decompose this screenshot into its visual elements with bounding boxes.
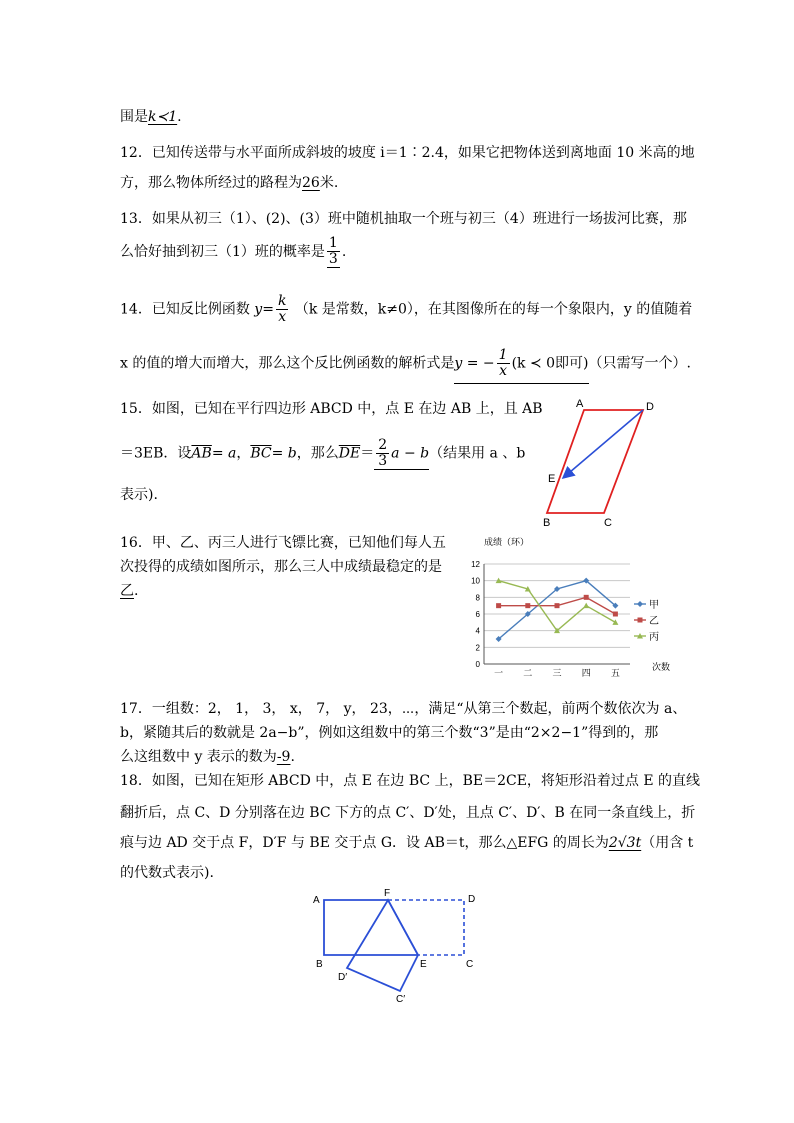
chart-ytick-label: 2: [475, 643, 480, 653]
chart-data-point: [525, 603, 530, 608]
chart-xtick-label: 五: [610, 668, 620, 678]
folded-quadrilateral: [347, 900, 418, 991]
q18-line4: 的代数式表示).: [120, 865, 214, 881]
q11-answer: k≺1: [148, 109, 178, 125]
q17-answer: -9: [276, 749, 291, 765]
rectangle-dashed-edges: [388, 900, 464, 955]
vector-bc: $\overline{BC}$: [250, 445, 272, 462]
q18-line3: 痕与边 AD 交于点 F，D′F 与 BE 交于点 G．设 AB＝t，那么△EFG 的周长为2√3t（用含 t: [120, 835, 694, 851]
label-e18: E: [420, 959, 427, 970]
chart-data-point: [496, 603, 501, 608]
chart-xtick-label: 一: [494, 668, 504, 678]
q16-answer: 乙: [120, 583, 134, 599]
chart-legend-label: 乙: [649, 616, 659, 627]
q14-line2: x 的值的增大而增大，那么这个反比例函数的解析式是y = − $\frac{1}{x}$ (k ≺ 0即可)（只需写一个）.: [120, 348, 691, 384]
label-a: A: [576, 398, 584, 410]
chart-data-point: [613, 612, 618, 617]
chart-ytick-label: 10: [471, 576, 480, 586]
chart-legend-marker: [638, 618, 643, 623]
q12-line1: 12．已知传送带与水平面所成斜坡的坡度 i＝1∶2.4，如果它把物体送到离地面 10 米高的地: [120, 145, 695, 161]
label-c18: C: [466, 959, 474, 970]
chart-data-point: [583, 603, 589, 609]
chart-ylabel: 成绩（环）: [484, 537, 530, 547]
q17-line1: 17．一组数：2， 1， 3， x， 7， y， 23，⋯，满足“从第三个数起，前两个数依次为 a、: [120, 701, 687, 717]
label-f18: F: [384, 888, 391, 899]
chart-data-point: [584, 595, 589, 600]
chart-legend-label: 丙: [649, 632, 659, 643]
q13-line1: 13．如果从初三（1）、(2)、(3）班中随机抽取一个班与初三（4）班进行一场拔河比赛，那: [120, 211, 687, 227]
label-b: B: [543, 517, 551, 529]
label-a18: A: [313, 895, 320, 906]
chart-ytick-label: 12: [471, 560, 480, 569]
chart-xtick-label: 二: [523, 668, 533, 678]
chart-legend-marker: [637, 601, 643, 607]
chart-data-point: [612, 619, 618, 625]
q15-answer: $\frac{2}{3}$ a − b: [374, 438, 429, 470]
chart-ytick-label: 8: [475, 593, 480, 603]
q15-line3: 表示).: [120, 487, 158, 503]
q18-line2: 翻折后，点 C、D 分别落在边 BC 下方的点 C′、D′处，且点 C′、D′、B 在同一条直线上，折: [120, 805, 696, 821]
q15-line2: ＝3EB．设$\overline{AB}= a$，$\overline{BC}= b$，那么$\overline{DE}=$ $\frac{2}{3}$ a − b（结果用 a 、b: [120, 437, 526, 469]
chart-xlabel: 次数: [652, 662, 671, 672]
q13-answer: $\frac{1}{3}$: [328, 235, 338, 267]
q17-line2: b，紧随其后的数就是 2a−b”，例如这组数中的第三个数“3”是由“2×2−1”得到的，那: [120, 725, 659, 741]
chart-ytick-label: 4: [475, 626, 480, 636]
q14-answer: y = − $\frac{1}{x}$ (k ≺ 0即可): [454, 348, 588, 384]
q12-answer: 26: [302, 175, 320, 191]
q11-line: 围是k≺1.: [120, 109, 182, 125]
label-b18: B: [316, 959, 323, 970]
chart-legend-label: 甲: [649, 600, 659, 611]
chart-xtick-label: 四: [581, 668, 591, 678]
chart-ytick-label: 0: [475, 660, 480, 669]
vector-de: $\overline{DE}$: [338, 445, 361, 462]
label-e: E: [548, 473, 556, 485]
rectangle-fold-figure: [310, 885, 490, 1005]
label-d18: D: [468, 894, 476, 905]
label-c: C: [604, 517, 612, 529]
vector-ab: $\overline{AB}$: [191, 445, 212, 462]
chart-xtick-label: 三: [552, 668, 562, 678]
q16-line1: 16．甲、乙、丙三人进行飞镖比赛，已知他们每人五: [120, 535, 446, 551]
label-d: D: [646, 401, 654, 413]
q15-line1: 15．如图，已知在平行四边形 ABCD 中，点 E 在边 AB 上，且 AB: [120, 401, 543, 417]
q14-fraction: $\frac{k}{x}$: [277, 293, 287, 325]
score-line-chart: [462, 532, 682, 682]
chart-ytick-label: 6: [475, 610, 480, 619]
q14-line1: 14．已知反比例函数 y= $\frac{k}{x}$ （k 是常数，k≠0），在其图像所在的每一个象限内，y 的值随着: [120, 293, 693, 325]
q12-line2: 方，那么物体所经过的路程为26米.: [120, 175, 339, 191]
parallelogram-shape: [547, 410, 643, 513]
chart-data-point: [555, 603, 560, 608]
q17-line3: 么这组数中 y 表示的数为-9.: [120, 749, 295, 765]
label-cprime: C′: [396, 994, 406, 1005]
label-dprime: D′: [338, 972, 348, 983]
parallelogram-figure: [540, 395, 670, 530]
q18-line1: 18．如图，已知在矩形 ABCD 中，点 E 在边 BC 上，BE＝2CE，将矩形沿着过点 E 的直线: [120, 773, 701, 789]
q13-line2: 么恰好抽到初三（1）班的概率是 $\frac{1}{3}$ .: [120, 235, 347, 267]
q18-answer: 2√3t: [608, 835, 642, 851]
q16-line2: 次投得的成绩如图所示，那么三人中成绩最稳定的是: [120, 559, 442, 575]
q16-line3: 乙.: [120, 583, 139, 599]
